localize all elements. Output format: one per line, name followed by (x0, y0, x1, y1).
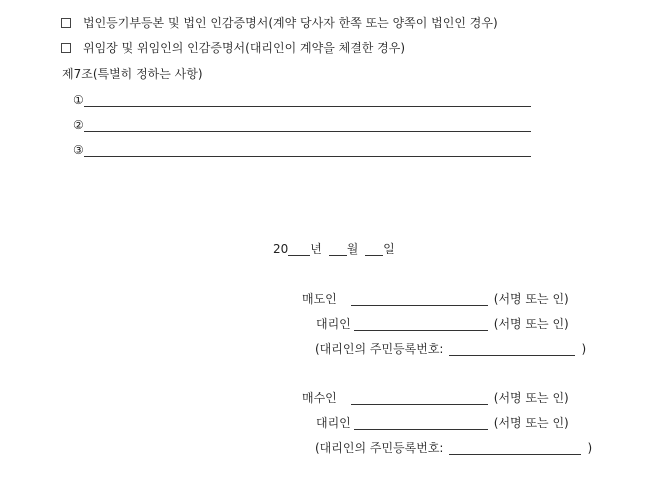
article7-title: 제7조(특별히 정하는 사항) (62, 67, 203, 81)
buyer-agent-id-row (315, 440, 592, 456)
seller-sign-blank[interactable] (351, 293, 488, 306)
attachment-text: 위임장 및 위임인의 인감증명서(대리인이 계약을 체결한 경우) (83, 41, 406, 55)
attachment-item-1 (61, 15, 498, 31)
seller-agent-label: 대리인 (316, 317, 351, 331)
seller-agent-row (316, 316, 569, 332)
checkbox[interactable] (61, 18, 71, 28)
buyer-sign-note: (서명 또는 인) (493, 391, 569, 405)
item-number: ③ (73, 143, 84, 157)
seller-agent-id-blank[interactable] (449, 343, 575, 356)
seller-agent-id-row (315, 341, 586, 357)
buyer-agent-id-blank[interactable] (449, 442, 581, 455)
buyer-sign-blank[interactable] (351, 392, 488, 405)
item-blank-line[interactable] (84, 144, 531, 157)
article7-item-2 (73, 117, 531, 133)
buyer-agent-sign-note: (서명 또는 인) (493, 416, 569, 430)
buyer-agent-id-label: (대리인의 주민등록번호: (315, 441, 444, 455)
seller-agent-id-label: (대리인의 주민등록번호: (315, 342, 444, 356)
buyer-agent-row (316, 415, 569, 431)
seller-label: 매도인 (302, 292, 337, 306)
buyer-agent-id-close: ) (587, 441, 593, 455)
month-label: 월 (346, 242, 359, 256)
buyer-agent-label: 대리인 (316, 416, 351, 430)
seller-agent-sign-blank[interactable] (354, 318, 488, 331)
buyer-agent-sign-blank[interactable] (354, 417, 488, 430)
seller-sign-note: (서명 또는 인) (493, 292, 569, 306)
seller-row (302, 291, 569, 307)
year-label: 년 (310, 242, 322, 256)
item-blank-line[interactable] (84, 119, 531, 132)
day-label: 일 (383, 242, 395, 256)
attachment-text: 법인등기부등본 및 법인 인감증명서(계약 당사자 한쪽 또는 양쪽이 법인인 경우) (83, 16, 498, 30)
item-number: ② (73, 118, 84, 132)
date-line (273, 241, 395, 257)
item-blank-line[interactable] (84, 94, 531, 107)
item-number: ① (73, 93, 84, 107)
checkbox[interactable] (61, 43, 71, 53)
day-blank[interactable] (365, 243, 383, 256)
attachment-item-2 (61, 40, 405, 56)
seller-agent-sign-note: (서명 또는 인) (493, 317, 569, 331)
month-blank[interactable] (329, 243, 347, 256)
article7-item-3 (73, 142, 531, 158)
year-blank[interactable] (288, 243, 310, 256)
seller-agent-id-close: ) (581, 342, 587, 356)
date-prefix: 20 (273, 242, 289, 256)
buyer-label: 매수인 (302, 391, 337, 405)
buyer-row (302, 390, 569, 406)
article7-item-1 (73, 92, 531, 108)
